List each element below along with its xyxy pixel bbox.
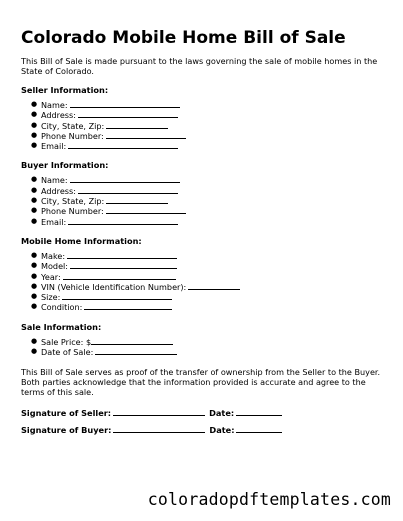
sale-heading: Sale Information:: [21, 321, 102, 332]
year-field: ● Year:: [31, 272, 381, 282]
year-line[interactable]: [63, 272, 176, 280]
bullet-icon: ●: [31, 196, 38, 205]
bullet-icon: ●: [31, 250, 38, 259]
buyer-phone-field: ● Phone Number:: [31, 206, 381, 216]
bullet-icon: ●: [31, 130, 38, 139]
buyer-email-field: ● Email:: [31, 217, 381, 227]
model-field: ● Model:: [31, 261, 381, 271]
mobile-home-section: [21, 236, 381, 313]
document-title: Colorado Mobile Home Bill of Sale: [21, 28, 346, 48]
seller-date-line[interactable]: [236, 408, 282, 416]
buyer-date-label: Date:: [209, 425, 235, 436]
bullet-icon: ●: [31, 292, 38, 301]
seller-address-line[interactable]: [78, 110, 178, 118]
intro-paragraph: This Bill of Sale is made pursuant to the laws governing the sale of mobile homes in the State of Colorado.: [21, 56, 378, 76]
bullet-icon: ●: [31, 100, 38, 108]
size-line[interactable]: [62, 292, 172, 300]
bullet-icon: ●: [31, 141, 38, 150]
buyer-heading: Buyer Information:: [21, 160, 109, 171]
buyer-city-field: ● City, State, Zip:: [31, 196, 381, 206]
bullet-icon: ●: [31, 281, 38, 290]
buyer-name-line[interactable]: [70, 175, 180, 183]
seller-email-field: ● Email:: [31, 141, 381, 151]
seller-signature-row: [21, 408, 381, 418]
seller-signature-label: Signature of Seller:: [21, 408, 112, 419]
mobile-home-heading: Mobile Home Information:: [21, 235, 142, 246]
closing-paragraph: This Bill of Sale serves as proof of the transfer of ownership from the Seller to the Buyer. Both parties acknowledge that the information provided is accurate and agree to the terms of this sale.: [21, 367, 381, 398]
date-of-sale-field: ● Date of Sale:: [31, 347, 381, 357]
buyer-signature-row: [21, 425, 381, 435]
buyer-signature-line[interactable]: [113, 425, 205, 433]
seller-city-field: ● City, State, Zip:: [31, 121, 381, 131]
vin-line[interactable]: [188, 282, 240, 290]
buyer-email-line[interactable]: [68, 217, 178, 225]
buyer-address-line[interactable]: [78, 186, 178, 194]
seller-name-line[interactable]: [70, 100, 180, 108]
size-field: ● Size:: [31, 292, 381, 302]
seller-signature-line[interactable]: [113, 408, 205, 416]
bullet-icon: ●: [31, 271, 38, 280]
buyer-address-field: ● Address:: [31, 186, 381, 196]
bullet-icon: ●: [31, 336, 38, 345]
seller-heading: Seller Information:: [21, 85, 109, 95]
seller-phone-line[interactable]: [106, 131, 186, 139]
bullet-icon: ●: [31, 302, 38, 311]
condition-line[interactable]: [84, 302, 172, 310]
buyer-section: [21, 160, 381, 226]
sale-price-line[interactable]: [91, 337, 173, 345]
seller-phone-field: ● Phone Number:: [31, 131, 381, 141]
bullet-icon: ●: [31, 110, 38, 119]
bullet-icon: ●: [31, 261, 38, 270]
bullet-icon: ●: [31, 347, 38, 356]
bullet-icon: ●: [31, 120, 38, 129]
seller-city-line[interactable]: [106, 121, 168, 129]
sale-price-field: ● Sale Price: $: [31, 337, 381, 347]
sale-section: [21, 322, 381, 358]
seller-address-field: ● Address:: [31, 110, 381, 120]
seller-name-field: ● Name:: [31, 100, 381, 110]
seller-date-label: Date:: [209, 408, 235, 419]
seller-section: [21, 85, 381, 151]
condition-field: ● Condition:: [31, 302, 381, 312]
model-line[interactable]: [70, 261, 177, 269]
footer-watermark: coloradopdftemplates.com: [147, 490, 391, 509]
bullet-icon: ●: [31, 216, 38, 225]
buyer-signature-label: Signature of Buyer:: [21, 425, 112, 436]
bullet-icon: ●: [31, 185, 38, 194]
buyer-date-line[interactable]: [236, 425, 282, 433]
seller-email-line[interactable]: [68, 141, 178, 149]
date-of-sale-line[interactable]: [95, 347, 177, 355]
buyer-name-field: ● Name:: [31, 175, 381, 185]
make-line[interactable]: [67, 251, 177, 259]
bullet-icon: ●: [31, 206, 38, 215]
vin-field: ● VIN (Vehicle Identification Number):: [31, 282, 381, 292]
buyer-city-line[interactable]: [106, 196, 168, 204]
buyer-phone-line[interactable]: [106, 206, 186, 214]
bullet-icon: ●: [31, 175, 38, 184]
bill-of-sale-document: [21, 28, 381, 435]
make-field: ● Make:: [31, 251, 381, 261]
